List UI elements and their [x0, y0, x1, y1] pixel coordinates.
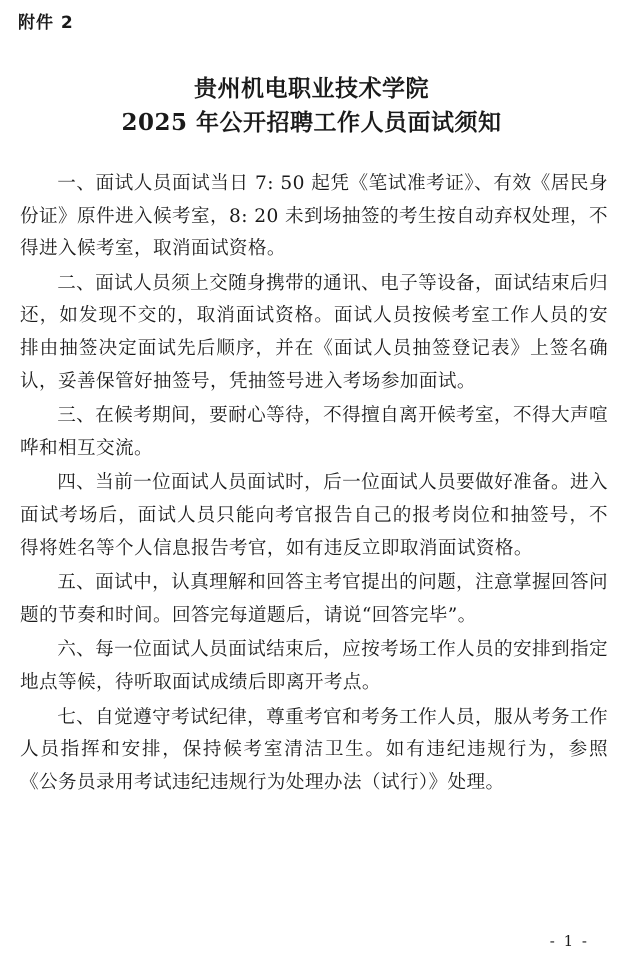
paragraph-4: 四、当前一位面试人员面试时，后一位面试人员要做好准备。进入面试考场后，面试人员只能向考官报告自己的报考岗位和抽签号，不得将姓名等个人信息报告考官，如有违反立即取消面试资格。 — [20, 472, 609, 559]
paragraph-3: 三、在候考期间，要耐心等待，不得擅自离开候考室，不得大声喧哗和相互交流。 — [20, 405, 609, 459]
paragraph-1: 一、面试人员面试当日 7: 50 起凭《笔试准考证》、有效《居民身份证》原件进入候考室，8: 20 未到场抽签的考生按自动弃权处理，不得进入候考室，取消面试资格。 — [20, 173, 608, 260]
attachment-label: 附件 2 — [18, 13, 74, 33]
title-institution: 贵州机电职业技术学院 — [194, 75, 429, 102]
paragraph-7: 七、自觉遵守考试纪律，尊重考官和考务工作人员，服从考务工作人员指挥和安排，保持候考室清洁卫生。如有违纪违规行为，参照《公务员录用考试违纪违规行为处理办法（试行）》处理。 — [20, 706, 609, 793]
paragraph-5: 五、面试中，认真理解和回答主考官提出的问题，注意掌握回答问题的节奏和时间。回答完每道题后，请说“回答完毕”。 — [20, 572, 609, 626]
page-number: - 1 - — [549, 932, 589, 950]
title-notice: 2025 年公开招聘工作人员面试须知 — [121, 109, 502, 136]
paragraph-2: 二、面试人员须上交随身携带的通讯、电子等设备，面试结束后归还，如发现不交的，取消面试资格。面试人员按候考室工作人员的安排由抽签决定面试先后顺序，并在《面试人员抽签登记表》上签名确认，妥善保管好抽签号，凭抽签号进入考场参加面试。 — [20, 272, 609, 392]
paragraph-6: 六、每一位面试人员面试结束后，应按考场工作人员的安排到指定地点等候，待听取面试成绩后即离开考点。 — [20, 639, 609, 693]
notice-body — [20, 168, 608, 801]
